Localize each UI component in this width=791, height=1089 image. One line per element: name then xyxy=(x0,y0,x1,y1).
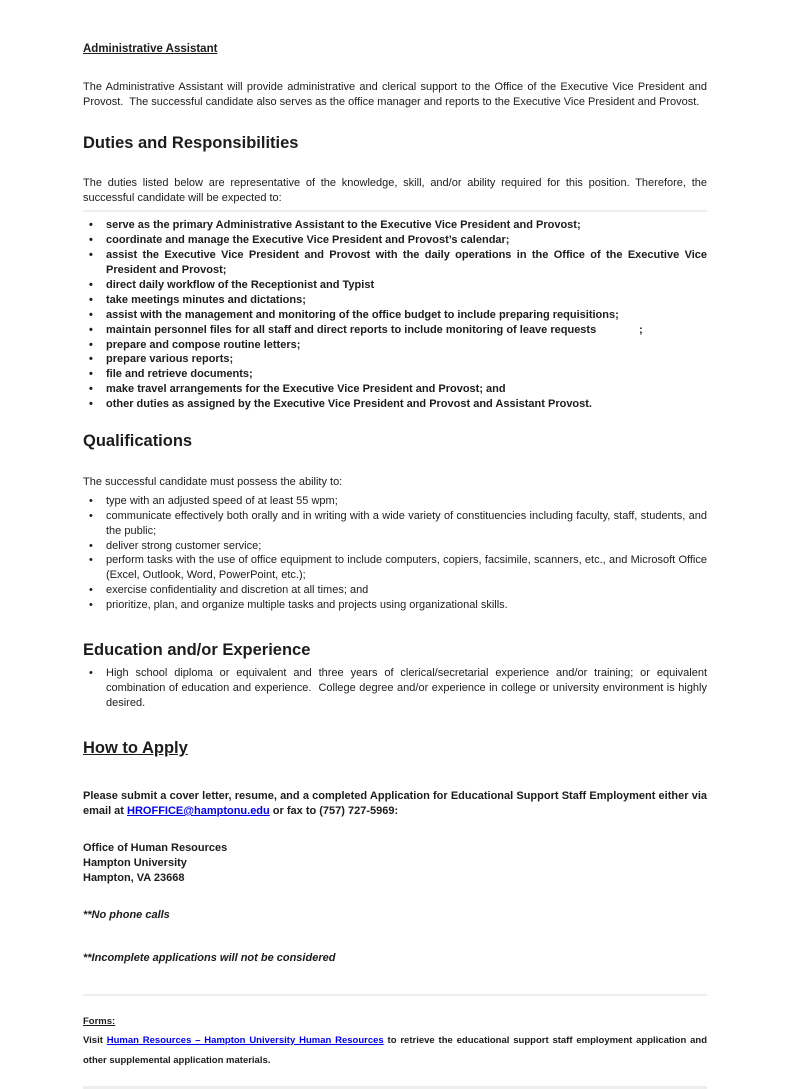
duties-list xyxy=(83,218,707,412)
duty-item: • assist with the management and monitoring of the office budget to include preparing requisitions; xyxy=(83,308,707,323)
duty-item: • file and retrieve documents; xyxy=(83,367,707,382)
duty-item: • other duties as assigned by the Executive Vice President and Provost and Assistant Provost. xyxy=(83,397,707,412)
duty-item: • take meetings minutes and dictations; xyxy=(83,293,707,308)
address-line: Hampton, VA 23668 xyxy=(83,871,185,884)
duty-item: • assist the Executive Vice President and Provost with the daily operations in the Office of the Executive Vice President and Provost; xyxy=(83,248,707,278)
how-to-apply-heading: How to Apply xyxy=(83,738,188,757)
duty-item: • direct daily workflow of the Receptionist and Typist xyxy=(83,278,707,293)
divider xyxy=(83,210,707,212)
education-heading: Education and/or Experience xyxy=(83,641,311,660)
qualification-item: • type with an adjusted speed of at least 55 wpm; xyxy=(83,494,707,509)
incomplete-applications-note: **Incomplete applications will not be considered xyxy=(83,951,336,964)
forms-text-after: to retrieve the educational support staff employment application and other supplemental application materials. xyxy=(83,1034,708,1067)
qualification-item: • exercise confidentiality and discretion at all times; and xyxy=(83,583,707,598)
spacer xyxy=(83,631,707,639)
no-phone-calls-note: **No phone calls xyxy=(83,908,170,921)
forms-section xyxy=(83,1016,707,1073)
duty-item: • make travel arrangements for the Executive Vice President and Provost; and xyxy=(83,382,707,397)
page-title: Administrative Assistant xyxy=(83,43,218,55)
forms-paragraph xyxy=(83,1031,707,1073)
duties-lead: The duties listed below are representative of the knowledge, skill, and/or ability required for this position. Therefore, the successful candidate will be expected to: xyxy=(83,176,707,204)
address-block xyxy=(83,841,707,886)
address-line: Office of Human Resources xyxy=(83,841,228,854)
qualifications-list xyxy=(83,494,707,614)
duties-heading: Duties and Responsibilities xyxy=(83,133,299,152)
duty-item: • maintain personnel files for all staff and direct reports to include monitoring of leave requests ; xyxy=(83,323,707,338)
qualification-item: • deliver strong customer service; xyxy=(83,539,707,554)
spacer xyxy=(83,729,707,737)
hr-website-link[interactable]: Human Resources – Hampton University Human Resources xyxy=(106,1034,384,1046)
forms-heading: Forms: xyxy=(83,1015,116,1027)
duty-item: • serve as the primary Administrative Assistant to the Executive Vice President and Provost; xyxy=(83,218,707,233)
education-list xyxy=(83,666,707,711)
qualification-item: • communicate effectively both orally and in writing with a wide variety of constituencies including faculty, staff, students, and the public; xyxy=(83,509,707,539)
apply-text-before: Please submit a cover letter, resume, and a completed Application for Educational Support Staff Employment either via email at xyxy=(83,790,707,817)
divider xyxy=(83,994,707,996)
apply-paragraph xyxy=(83,789,707,819)
qualification-item: • perform tasks with the use of office equipment to include computers, copiers, facsimile, scanners, etc., and Microsoft Office (Excel, Outlook, Word, PowerPoint, etc.); xyxy=(83,553,707,583)
qualification-item: • prioritize, plan, and organize multiple tasks and projects using organizational skills. xyxy=(83,598,707,613)
apply-text-after: or fax to (757) 727-5969: xyxy=(269,804,399,817)
qualifications-heading: Qualifications xyxy=(83,432,193,451)
qualifications-lead: The successful candidate must possess the ability to: xyxy=(83,475,343,488)
intro-paragraph: The Administrative Assistant will provide administrative and clerical support to the Office of the Executive Vice President and Provost. The successful candidate also serves as the office manager and reports to the Executive Vice President and Provost. xyxy=(83,80,707,108)
duty-item: • prepare various reports; xyxy=(83,352,707,367)
email-link[interactable]: HROFFICE@hamptonu.edu xyxy=(127,804,270,817)
spacer xyxy=(83,781,707,789)
duty-item: • coordinate and manage the Executive Vice President and Provost’s calendar; xyxy=(83,233,707,248)
education-item: • High school diploma or equivalent and three years of clerical/secretarial experience and/or training; or equivalent combination of education and experience. College degree and/or experience in college or university environment is highly desired. xyxy=(83,666,707,711)
forms-text-before: Visit xyxy=(83,1034,107,1046)
duty-item: • prepare and compose routine letters; xyxy=(83,338,707,353)
address-line: Hampton University xyxy=(83,856,187,869)
